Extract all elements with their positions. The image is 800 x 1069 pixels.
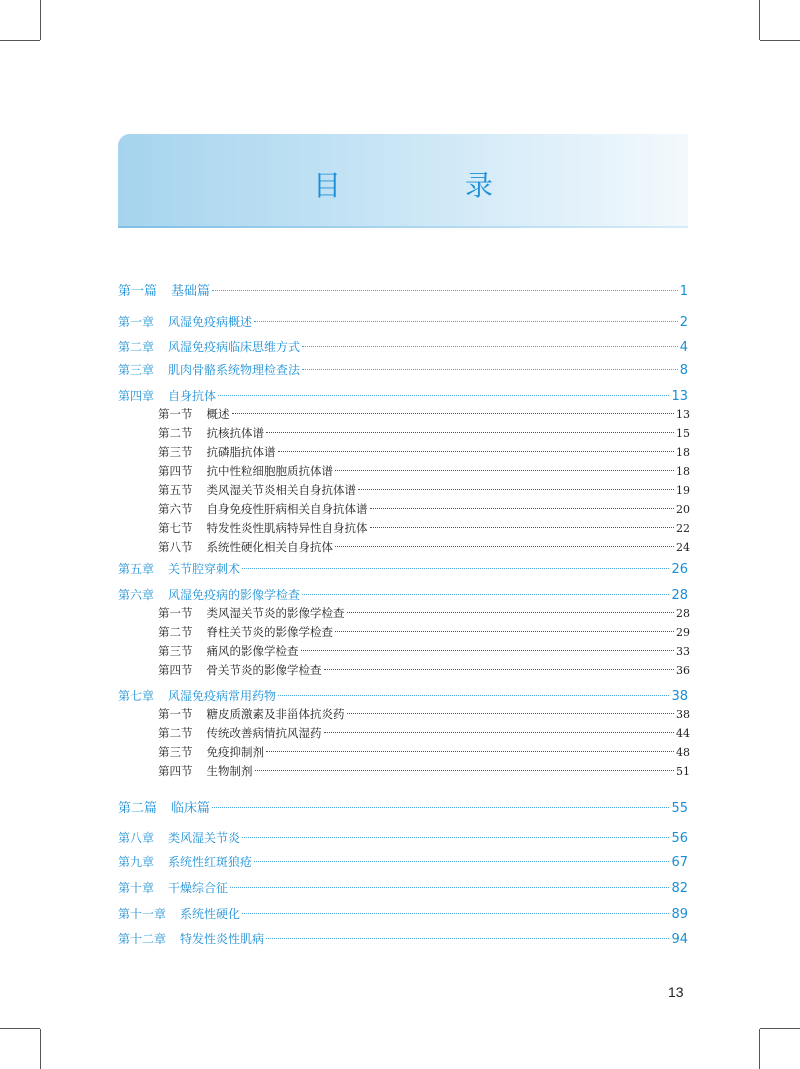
toc-name: 骨关节炎的影像学检查 bbox=[206, 663, 322, 677]
toc-page-number: 24 bbox=[676, 541, 690, 554]
toc-name: 特发性炎性肌病 bbox=[180, 932, 265, 946]
toc-page-number: 4 bbox=[679, 340, 688, 355]
toc-page-number: 28 bbox=[671, 588, 688, 603]
toc-num: 第四章 bbox=[118, 389, 155, 403]
toc-part[interactable] bbox=[118, 797, 688, 816]
toc-num: 第十一章 bbox=[118, 907, 167, 921]
toc-chapter[interactable] bbox=[118, 361, 688, 378]
crop-mark bbox=[760, 40, 800, 41]
toc-chapter[interactable] bbox=[118, 586, 688, 603]
toc-name: 干燥综合征 bbox=[168, 881, 229, 895]
dot-leader bbox=[212, 290, 678, 291]
toc-page-number: 26 bbox=[671, 562, 688, 577]
dot-leader bbox=[302, 594, 669, 595]
toc-name: 类风湿关节炎相关自身抗体谱 bbox=[206, 483, 356, 497]
toc-name: 抗磷脂抗体谱 bbox=[206, 445, 276, 459]
toc-name: 基础篇 bbox=[171, 284, 211, 299]
toc-num: 第四节 bbox=[158, 663, 193, 677]
toc-name: 风湿免疫病的影像学检查 bbox=[168, 588, 301, 602]
toc-name: 传统改善病情抗风湿药 bbox=[206, 726, 322, 740]
toc-num: 第九章 bbox=[118, 855, 155, 869]
toc-page-number: 22 bbox=[676, 522, 690, 535]
toc-section[interactable] bbox=[158, 482, 690, 498]
toc-section[interactable] bbox=[158, 643, 690, 659]
dot-leader bbox=[242, 568, 669, 569]
toc-section[interactable] bbox=[158, 624, 690, 640]
toc-page-number: 20 bbox=[676, 503, 690, 516]
toc-chapter[interactable] bbox=[118, 930, 688, 947]
crop-mark bbox=[0, 40, 40, 41]
toc-name: 糖皮质激素及非甾体抗炎药 bbox=[206, 707, 345, 721]
toc-num: 第一节 bbox=[158, 707, 193, 721]
dot-leader bbox=[324, 732, 675, 733]
toc-part[interactable] bbox=[118, 280, 688, 299]
toc-chapter[interactable] bbox=[118, 853, 688, 870]
dot-leader bbox=[230, 887, 669, 888]
toc-page-number: 33 bbox=[676, 645, 690, 658]
toc-page-number: 67 bbox=[671, 855, 688, 870]
toc-num: 第三节 bbox=[158, 445, 193, 459]
dot-leader bbox=[324, 669, 675, 670]
toc-page-number: 94 bbox=[671, 932, 688, 947]
dot-leader bbox=[370, 508, 675, 509]
dot-leader bbox=[301, 650, 675, 651]
dot-leader bbox=[255, 770, 675, 771]
toc-chapter[interactable] bbox=[118, 829, 688, 846]
dot-leader bbox=[232, 413, 675, 414]
crop-mark bbox=[759, 0, 760, 40]
toc-page-number: 38 bbox=[671, 689, 688, 704]
toc-page-number: 13 bbox=[676, 408, 690, 421]
toc-chapter[interactable] bbox=[118, 905, 688, 922]
toc-name: 特发性炎性肌病特异性自身抗体 bbox=[206, 521, 368, 535]
toc-num: 第八章 bbox=[118, 831, 155, 845]
toc-num: 第四节 bbox=[158, 764, 193, 778]
dot-leader bbox=[254, 321, 678, 322]
toc-section[interactable] bbox=[158, 706, 690, 722]
toc-name: 抗中性粒细胞胞质抗体谱 bbox=[206, 464, 333, 478]
dot-leader bbox=[370, 527, 675, 528]
toc-num: 第二节 bbox=[158, 726, 193, 740]
toc-num: 第八节 bbox=[158, 540, 193, 554]
toc-num: 第一节 bbox=[158, 407, 193, 421]
toc-num: 第六章 bbox=[118, 588, 155, 602]
toc-page-number: 89 bbox=[671, 907, 688, 922]
toc-page-number: 82 bbox=[671, 881, 688, 896]
toc-page-number: 8 bbox=[679, 363, 688, 378]
toc-num: 第十二章 bbox=[118, 932, 167, 946]
toc-name: 自身免疫性肝病相关自身抗体谱 bbox=[206, 502, 368, 516]
toc-num: 第三节 bbox=[158, 644, 193, 658]
toc-name: 类风湿关节炎的影像学检查 bbox=[206, 606, 345, 620]
toc-name: 肌肉骨骼系统物理检查法 bbox=[168, 363, 301, 377]
toc-page-number: 36 bbox=[676, 664, 690, 677]
toc-section[interactable] bbox=[158, 605, 690, 621]
toc-page-number: 13 bbox=[671, 389, 688, 404]
toc-chapter[interactable] bbox=[118, 313, 688, 330]
toc-chapter[interactable] bbox=[118, 387, 688, 404]
toc-page-number: 15 bbox=[676, 427, 690, 440]
toc-chapter[interactable] bbox=[118, 879, 688, 896]
toc-section[interactable] bbox=[158, 425, 690, 441]
toc-page-number: 19 bbox=[676, 484, 690, 497]
dot-leader bbox=[242, 837, 669, 838]
title-underline bbox=[118, 226, 688, 228]
dot-leader bbox=[358, 489, 674, 490]
toc-num: 第二节 bbox=[158, 625, 193, 639]
toc-num: 第二节 bbox=[158, 426, 193, 440]
toc-name: 系统性硬化 bbox=[180, 907, 241, 921]
toc-name: 脊柱关节炎的影像学检查 bbox=[206, 625, 333, 639]
toc-name: 风湿免疫病概述 bbox=[168, 315, 253, 329]
toc-section[interactable] bbox=[158, 501, 690, 517]
page-number: 13 bbox=[668, 984, 684, 1000]
toc-page-number: 18 bbox=[676, 446, 690, 459]
toc-num: 第五节 bbox=[158, 483, 193, 497]
toc-num: 第一篇 bbox=[118, 284, 158, 299]
dot-leader bbox=[347, 713, 675, 714]
toc-section[interactable] bbox=[158, 444, 690, 460]
dot-leader bbox=[266, 432, 674, 433]
crop-mark bbox=[40, 0, 41, 40]
toc-section[interactable] bbox=[158, 463, 690, 479]
toc-name: 关节腔穿刺术 bbox=[168, 562, 241, 576]
toc-section[interactable] bbox=[158, 406, 690, 422]
toc-chapter[interactable] bbox=[118, 560, 688, 577]
toc-page-number: 38 bbox=[676, 708, 690, 721]
toc-page-number: 29 bbox=[676, 626, 690, 639]
toc-chapter[interactable] bbox=[118, 338, 688, 355]
dot-leader bbox=[302, 346, 678, 347]
toc-section[interactable] bbox=[158, 725, 690, 741]
dot-leader bbox=[254, 861, 669, 862]
toc-num: 第一章 bbox=[118, 315, 155, 329]
toc-section[interactable] bbox=[158, 744, 690, 760]
toc-page-number: 1 bbox=[679, 284, 688, 299]
dot-leader bbox=[212, 807, 669, 808]
toc-name: 概述 bbox=[206, 407, 230, 421]
toc-num: 第七章 bbox=[118, 689, 155, 703]
toc-page-number: 18 bbox=[676, 465, 690, 478]
toc-page-number: 56 bbox=[671, 831, 688, 846]
toc-page-number: 51 bbox=[676, 765, 690, 778]
toc-num: 第二篇 bbox=[118, 801, 158, 816]
toc-num: 第一节 bbox=[158, 606, 193, 620]
toc-section[interactable] bbox=[158, 520, 690, 536]
toc-name: 系统性硬化相关自身抗体 bbox=[206, 540, 333, 554]
toc-name: 自身抗体 bbox=[168, 389, 217, 403]
crop-mark bbox=[759, 1029, 760, 1069]
toc-page-number: 55 bbox=[671, 801, 688, 816]
toc-name: 生物制剂 bbox=[206, 764, 253, 778]
toc-section[interactable] bbox=[158, 662, 690, 678]
toc-chapter[interactable] bbox=[118, 687, 688, 704]
dot-leader bbox=[266, 751, 674, 752]
toc-num: 第四节 bbox=[158, 464, 193, 478]
crop-mark bbox=[760, 1028, 800, 1029]
toc-num: 第七节 bbox=[158, 521, 193, 535]
page-title: 目 录 bbox=[312, 169, 541, 202]
toc-page-number: 28 bbox=[676, 607, 690, 620]
dot-leader bbox=[242, 913, 669, 914]
toc-num: 第三节 bbox=[158, 745, 193, 759]
dot-leader bbox=[302, 369, 678, 370]
dot-leader bbox=[335, 470, 674, 471]
toc-num: 第六节 bbox=[158, 502, 193, 516]
crop-mark bbox=[40, 1029, 41, 1069]
dot-leader bbox=[347, 612, 675, 613]
crop-mark bbox=[0, 1028, 40, 1029]
title-banner bbox=[118, 134, 688, 228]
toc-num: 第三章 bbox=[118, 363, 155, 377]
toc-name: 抗核抗体谱 bbox=[206, 426, 264, 440]
dot-leader bbox=[278, 695, 669, 696]
dot-leader bbox=[266, 938, 669, 939]
dot-leader bbox=[218, 395, 669, 396]
toc-name: 风湿免疫病临床思维方式 bbox=[168, 340, 301, 354]
toc-name: 系统性红斑狼疮 bbox=[168, 855, 253, 869]
toc-num: 第五章 bbox=[118, 562, 155, 576]
dot-leader bbox=[278, 451, 675, 452]
toc-num: 第二章 bbox=[118, 340, 155, 354]
dot-leader bbox=[335, 546, 674, 547]
toc-page-number: 2 bbox=[679, 315, 688, 330]
toc-name: 风湿免疫病常用药物 bbox=[168, 689, 277, 703]
toc-name: 免疫抑制剂 bbox=[206, 745, 264, 759]
toc-name: 痛风的影像学检查 bbox=[206, 644, 299, 658]
toc-page-number: 44 bbox=[676, 727, 690, 740]
toc-page-number: 48 bbox=[676, 746, 690, 759]
toc-section[interactable] bbox=[158, 539, 690, 555]
toc-name: 类风湿关节炎 bbox=[168, 831, 241, 845]
dot-leader bbox=[335, 631, 674, 632]
toc-name: 临床篇 bbox=[171, 801, 211, 816]
toc-num: 第十章 bbox=[118, 881, 155, 895]
toc-section[interactable] bbox=[158, 763, 690, 779]
